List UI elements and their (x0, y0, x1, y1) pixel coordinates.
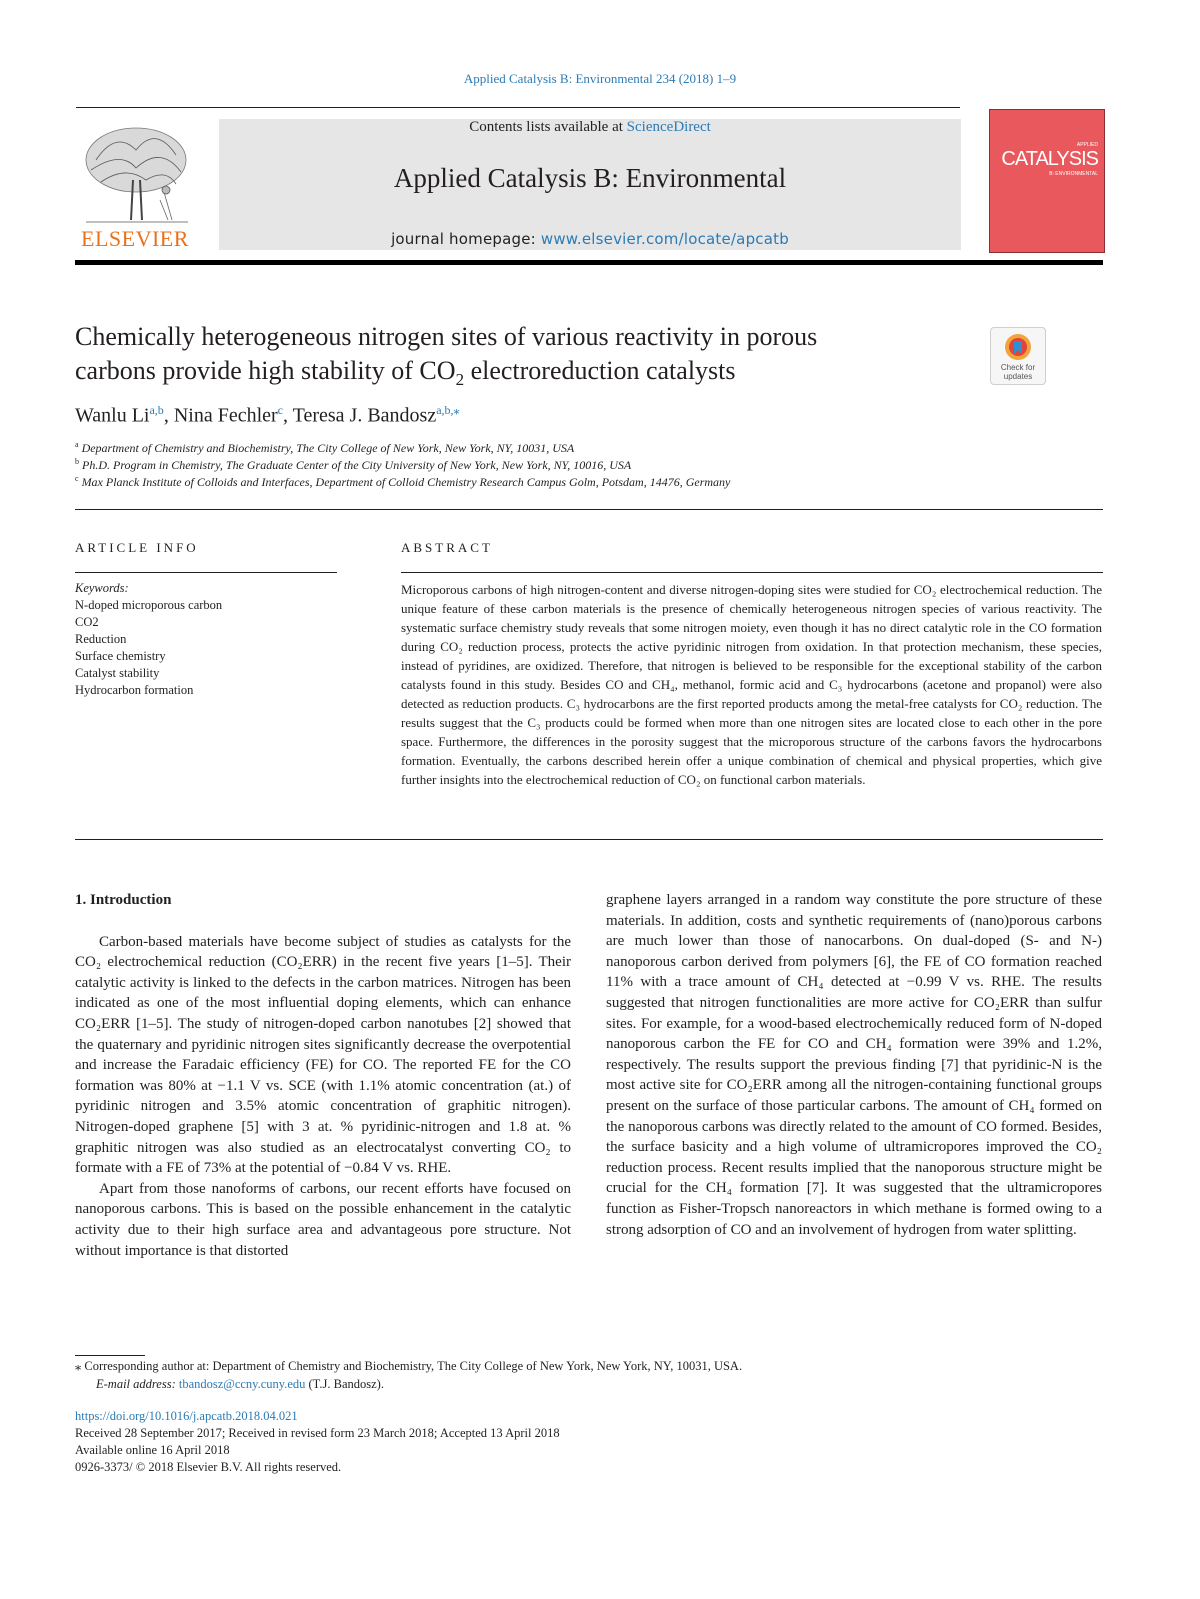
author-name[interactable]: Teresa J. Bandosz (292, 404, 437, 427)
abstract-bottom-rule (75, 839, 1103, 840)
header-thick-rule (75, 260, 1103, 265)
contents-prefix: Contents lists available at (469, 119, 627, 135)
keywords-label: Keywords: (75, 581, 129, 595)
journal-title: Applied Catalysis B: Environmental (393, 163, 787, 193)
corresponding-author-note: ⁎ Corresponding author at: Department of Chemistry and Biochemistry, The City College of New York, New York, NY, 10031, USA. (75, 1359, 743, 1373)
cover-kicker: APPLIED (1076, 142, 1098, 148)
affiliation-b: $^b$ Ph.D. Program in Chemistry, The Graduate Center of the City University of New York, New York, NY, 10016, USA (75, 457, 632, 472)
received-dates: Received 28 September 2017; Received in revised form 23 March 2018; Accepted 13 April 2018 (75, 1426, 560, 1440)
article-title (75, 320, 955, 388)
keyword-item: CO2 (75, 615, 99, 629)
abstract-body: Microporous carbons of high nitrogen-content and diverse nitrogen-doping sites were studied for CO₂ electrochemical reduction. The unique feature of these carbon materials is the presence of chemically heterogeneous nitrogen species of various reactivity. The systematic surface chemistry study reveals that some nitrogen moiety, even though it has no direct catalytic role in the CO formation during CO₂ reduction process, protects the active pyridinic nitrogen from oxidation. In that protection mechanism, these species, instead of pyridines, are oxidized. Therefore, that nitrogen is believed to be responsible for the exceptional stability of the carbon catalysts found in this study. Besides CO and CH₄, methanol, formic acid and C₃ hydrocarbons (acetone and propanol) were also detected as reduction products. C₃ hydrocarbons are the first reported products among the metal-free catalysts for CO₂ reduction. The results suggest that the C₃ products could be formed when more than one nitrogen sites are located close to each other in the pore space. Furthermore, the differences in the porosity suggest that the microporous structure of the carbons favors the hydrocarbons formation. Eventually, the carbons described herein offer a unique combination of chemical and physical properties, which give further insights into the electrochemical reduction of CO₂ on functional carbon materials. (401, 582, 1102, 787)
author-affiliation-mark[interactable]: a,b,⁎ (436, 403, 460, 417)
footnote-rule (75, 1355, 145, 1356)
email-link[interactable]: tbandosz@ccny.cuny.edu (178, 1377, 306, 1391)
section-heading-introduction: 1. Introduction (75, 892, 172, 908)
author-name[interactable]: Wanlu Li (75, 404, 150, 427)
affiliation-c: $^c$ Max Planck Institute of Colloids and Interfaces, Department of Colloid Chemistry Research Campus Golm, Potsdam, 14476, Germany (75, 474, 731, 489)
email-line: E-mail address: tbandosz@ccny.cuny.edu (T.J. Bandosz). (96, 1377, 384, 1391)
doi-link[interactable]: https://doi.org/10.1016/j.apcatb.2018.04.021 (75, 1409, 298, 1423)
keyword-item: Surface chemistry (75, 649, 166, 663)
author-affiliation-mark[interactable]: a,b (149, 403, 164, 417)
affiliation-a: $^a$ Department of Chemistry and Biochemistry, The City College of New York, New York, NY, 10031, USA (75, 440, 575, 455)
elsevier-wordmark: ELSEVIER (81, 226, 189, 251)
keyword-item: Catalyst stability (75, 666, 160, 680)
homepage-prefix: journal homepage: (391, 230, 541, 248)
check-updates-label: Check for updates (1000, 363, 1036, 381)
keyword-item: N-doped microporous carbon (75, 598, 223, 612)
copyright-line: 0926-3373/ © 2018 Elsevier B.V. All rights reserved. (75, 1460, 342, 1474)
body-left-column (75, 890, 571, 1261)
keyword-item: Hydrocarbon formation (75, 683, 194, 697)
author-affiliation-mark[interactable]: c (277, 403, 283, 417)
homepage-line (219, 230, 961, 248)
keyword-item: Reduction (75, 632, 127, 646)
abstract-rule (401, 572, 1103, 573)
available-online: Available online 16 April 2018 (75, 1443, 230, 1457)
check-for-updates-button[interactable] (990, 327, 1046, 385)
article-info-rule (75, 572, 337, 573)
divider-rule (75, 509, 1103, 510)
check-updates-icon (1003, 332, 1033, 362)
body-right-column (606, 890, 1102, 1240)
author-name[interactable]: Nina Fechler (173, 404, 278, 427)
cover-word: CATALYSIS (1001, 148, 1098, 170)
journal-cover-image (989, 109, 1105, 253)
sciencedirect-link[interactable]: ScienceDirect (626, 119, 711, 135)
body-paragraph: Carbon-based materials have become subject of studies as catalysts for the CO₂ electrochemical reduction (CO₂ERR) in the recent five years [1–5]. Their catalytic activity is linked to the defects in the carbon matrices. Nitrogen has been indicated as one of the most influential doping elements, which can enhance CO₂ERR [1–5]. The study of nitrogen-doped carbon nanotubes [2] showed that the quaternary and pyridinic nitrogen sites significantly decrease the overpotential and increase the Faradaic efficiency (FE) for CO. The reported FE for the CO formation was 80% at −1.1 V vs. SCE (with 1.1% atomic concentration (at.) of pyridinic nitrogen and 3.5% atomic concentration of graphitic nitrogen). Nitrogen-doped graphene [5] with 3 at. % pyridinic-nitrogen and 1.8 at. % graphitic nitrogen was also studied as an electrocatalyst converting CO₂ to formate with a FE of 73% at the potential of −0.84 V vs. RHE. (75, 933, 571, 1177)
top-rule (76, 107, 960, 108)
running-head[interactable]: Applied Catalysis B: Environmental 234 (2018) 1–9 (463, 71, 737, 86)
title-line-1: Chemically heterogeneous nitrogen sites of various reactivity in porous (75, 322, 818, 351)
title-line-2: carbons provide high stability of $CO_2$ electroreduction catalysts (75, 356, 736, 390)
cover-subtitle: B: ENVIRONMENTAL (1049, 171, 1098, 177)
keywords-block (75, 580, 335, 699)
contents-line (219, 119, 961, 136)
author-list: Wanlu Li$^{a,b}$, Nina Fechler$^c$, Teresa J. Bandosz$^{a,b,⁎}$ (75, 403, 460, 427)
homepage-link[interactable]: www.elsevier.com/locate/apcatb (540, 230, 789, 248)
article-info-heading: ARTICLE INFO (75, 540, 199, 555)
body-paragraph: Apart from those nanoforms of carbons, our recent efforts have focused on nanoporous carbons. This is based on the possible enhancement in the catalytic activity due to their high surface area and advantageous pore structure. Not without importance is that distorted (75, 1180, 571, 1259)
abstract-heading: ABSTRACT (401, 540, 493, 555)
body-paragraph: graphene layers arranged in a random way constitute the pore structure of these materials. In addition, costs and synthetic requirements of (nano)porous carbons are much lower than those of nanocarbons. On dual-doped (S- and N-) nanoporous carbon derived from polymers [6], the FE of CO formation reached 11% with a trace amount of CH₄ detected at −0.99 V vs. RHE. The results suggested that nitrogen functionalities are more active for CO₂ERR than sulfur sites. For example, for a wood-based electrochemically reduced form of N-doped nanoporous carbon the FE for CO and CH₄ formation were 39% and 1.2%, respectively. The results support the previous finding [7] that pyridinic-N is the most active site for CO₂ERR among all the nitrogen-containing functional groups present on the surface of those particular carbons. The amount of CH₄ formed on the nanoporous carbons was directly related to the amount of CO formed. Besides, the surface basicity and a high volume of ultramicropores improved the CO₂ reduction process. Recent results implied that the nanoporous structure might be crucial for the CH₄ formation [7]. It was suggested that the ultramicropores function as Fisher-Tropsch nanoreactors in which methane is formed owing to a strong adsorption of CO and an involvement of hydrogen from water splitting. (606, 892, 1102, 1238)
